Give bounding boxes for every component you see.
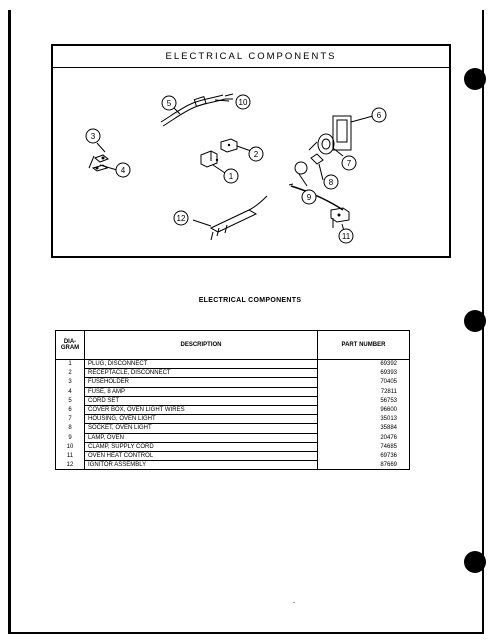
row-part-number: 69393 (318, 369, 410, 378)
table-row (56, 415, 410, 424)
row-part-number: 96600 (318, 405, 410, 414)
table-row (56, 433, 410, 442)
binder-hole-bottom (464, 551, 486, 573)
row-description: HOUSING, OVEN LIGHT (85, 415, 318, 424)
table-row (56, 369, 410, 378)
footer-mark: - (293, 600, 295, 606)
row-description: RECEPTACLE, DISCONNECT (85, 369, 318, 378)
table-row (56, 396, 410, 405)
diagram-title: ELECTRICAL COMPONENTS (53, 46, 449, 68)
row-diagram-number: 12 (56, 461, 85, 470)
row-part-number: 87669 (318, 461, 410, 470)
row-part-number: 72811 (318, 387, 410, 396)
row-description: CLAMP, SUPPLY CORD (85, 442, 318, 451)
row-diagram-number: 9 (56, 433, 85, 442)
row-diagram-number: 8 (56, 424, 85, 433)
row-part-number: 20476 (318, 433, 410, 442)
row-description: FUSEHOLDER (85, 378, 318, 387)
exploded-diagram-panel (51, 44, 451, 258)
row-diagram-number: 3 (56, 378, 85, 387)
housing-drawing (318, 134, 334, 154)
row-description: SOCKET, OVEN LIGHT (85, 424, 318, 433)
table-row (56, 378, 410, 387)
row-diagram-number: 11 (56, 451, 85, 460)
row-diagram-number: 10 (56, 442, 85, 451)
row-diagram-number: 2 (56, 369, 85, 378)
plug-drawing (201, 151, 217, 167)
table-header-row (56, 331, 410, 360)
row-description: IGNITOR ASSEMBLY (85, 461, 318, 470)
row-part-number: 70405 (318, 378, 410, 387)
callout-11: 11 (341, 232, 351, 241)
ignitor-assembly-drawing (211, 210, 256, 232)
heat-control-capillary (291, 186, 343, 210)
row-part-number: 74685 (318, 442, 410, 451)
table-row (56, 387, 410, 396)
row-diagram-number: 5 (56, 396, 85, 405)
table-row (56, 360, 410, 369)
callout-5: 5 (166, 99, 172, 108)
table-row (56, 461, 410, 470)
exploded-parts-illustration (53, 68, 449, 256)
callout-9: 9 (306, 193, 312, 202)
callout-2: 2 (253, 150, 259, 159)
lamp-drawing (295, 162, 307, 174)
callout-10: 10 (238, 98, 248, 107)
callout-1: 1 (228, 172, 234, 181)
table-row (56, 405, 410, 414)
header-part-number: PART NUMBER (318, 331, 410, 360)
callout-4: 4 (120, 166, 126, 175)
cover-box-drawing (333, 116, 351, 150)
row-description: OVEN HEAT CONTROL (85, 451, 318, 460)
callout-3: 3 (90, 132, 96, 141)
row-part-number: 35884 (318, 424, 410, 433)
table-row (56, 451, 410, 460)
header-diagram-number: DIA- GRAM (56, 331, 85, 360)
section-title: ELECTRICAL COMPONENTS (198, 297, 302, 304)
binder-hole-middle (464, 310, 486, 332)
row-part-number: 56753 (318, 396, 410, 405)
row-diagram-number: 4 (56, 387, 85, 396)
binder-hole-top (464, 68, 486, 90)
row-description: FUSE, 8 AMP (85, 387, 318, 396)
table-row (56, 424, 410, 433)
row-part-number: 69392 (318, 360, 410, 369)
row-diagram-number: 7 (56, 415, 85, 424)
row-diagram-number: 6 (56, 405, 85, 414)
row-description: PLUG, DISCONNECT (85, 360, 318, 369)
callout-6: 6 (376, 111, 382, 120)
row-part-number: 35013 (318, 415, 410, 424)
callout-7: 7 (346, 159, 352, 168)
callout-8: 8 (328, 178, 334, 187)
row-description: COVER BOX, OVEN LIGHT WIRES (85, 405, 318, 414)
table-row (56, 442, 410, 451)
header-description: DESCRIPTION (85, 331, 318, 360)
fuseholder-drawing (95, 155, 108, 162)
parts-table (55, 330, 410, 470)
socket-drawing (311, 154, 323, 164)
callout-12: 12 (176, 214, 186, 223)
row-diagram-number: 1 (56, 360, 85, 369)
row-part-number: 69736 (318, 451, 410, 460)
row-description: CORD SET (85, 396, 318, 405)
row-description: LAMP, OVEN (85, 433, 318, 442)
